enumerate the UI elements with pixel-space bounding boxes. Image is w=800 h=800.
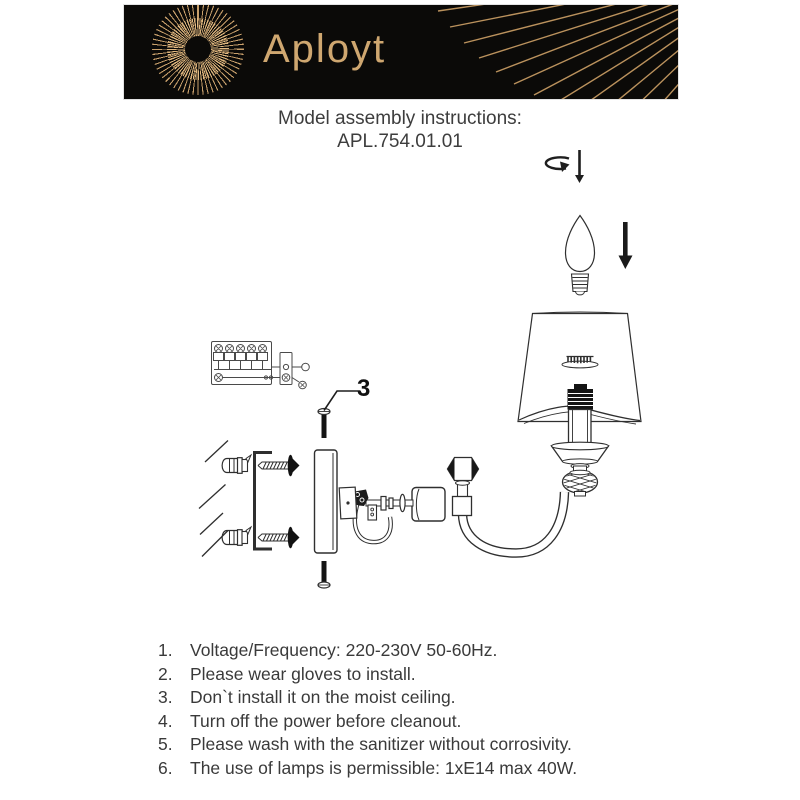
instruction-text: Please wear gloves to install.: [190, 663, 416, 684]
bobeche-cup: [552, 442, 609, 472]
instruction-item: [158, 757, 698, 781]
arm-sleeve: [453, 481, 472, 516]
wood-screw-bottom: [258, 527, 300, 549]
wood-screw-top: [258, 455, 300, 477]
instruction-number: 1.: [158, 640, 173, 660]
wall-anchor-bottom: [222, 527, 251, 545]
canopy-cylinder: [412, 488, 445, 522]
brand-logo-text: Aployt: [263, 27, 387, 71]
back-plate: [339, 487, 357, 519]
instruction-item: [158, 733, 698, 757]
e14-candle-bulb: [566, 216, 595, 295]
instruction-number: 5.: [158, 734, 173, 754]
instruction-item: [158, 686, 698, 710]
assembly-title: Model assembly instructions:: [278, 108, 522, 129]
instruction-item: [158, 663, 698, 687]
model-number: APL.754.01.01: [337, 131, 463, 152]
terminal-wiring-schematic: [212, 342, 310, 389]
insert-down-arrow: [619, 222, 633, 269]
rotation-direction-icon: [546, 150, 584, 183]
instruction-text: Don`t install it on the moist ceiling.: [190, 687, 456, 707]
leader-line-3: [324, 391, 361, 411]
instruction-number: 6.: [158, 757, 173, 778]
instruction-number: 2.: [158, 663, 173, 684]
candle-tube: [569, 410, 592, 446]
instruction-text: Voltage/Frequency: 220-230V 50-60Hz.: [190, 640, 498, 660]
instruction-number: 3.: [158, 687, 173, 707]
instruction-text: The use of lamps is permissible: 1xE14 max 40W.: [190, 757, 578, 778]
instruction-item: [158, 710, 698, 734]
mounting-screw-bottom: [318, 561, 330, 588]
part-label-3: 3: [357, 375, 371, 402]
wall-plate: [315, 450, 338, 553]
instruction-text: Please wash with the sanitizer without corrosivity.: [190, 734, 572, 754]
instruction-text: Turn off the power before cleanout.: [190, 710, 462, 731]
hex-nut: [448, 458, 479, 481]
mounting-screw-top: [318, 409, 330, 439]
curved-arm: [463, 492, 565, 553]
wall-anchor-top: [222, 455, 251, 473]
instruction-list: [158, 639, 698, 780]
instruction-item: [158, 639, 698, 663]
instruction-number: 4.: [158, 710, 173, 731]
